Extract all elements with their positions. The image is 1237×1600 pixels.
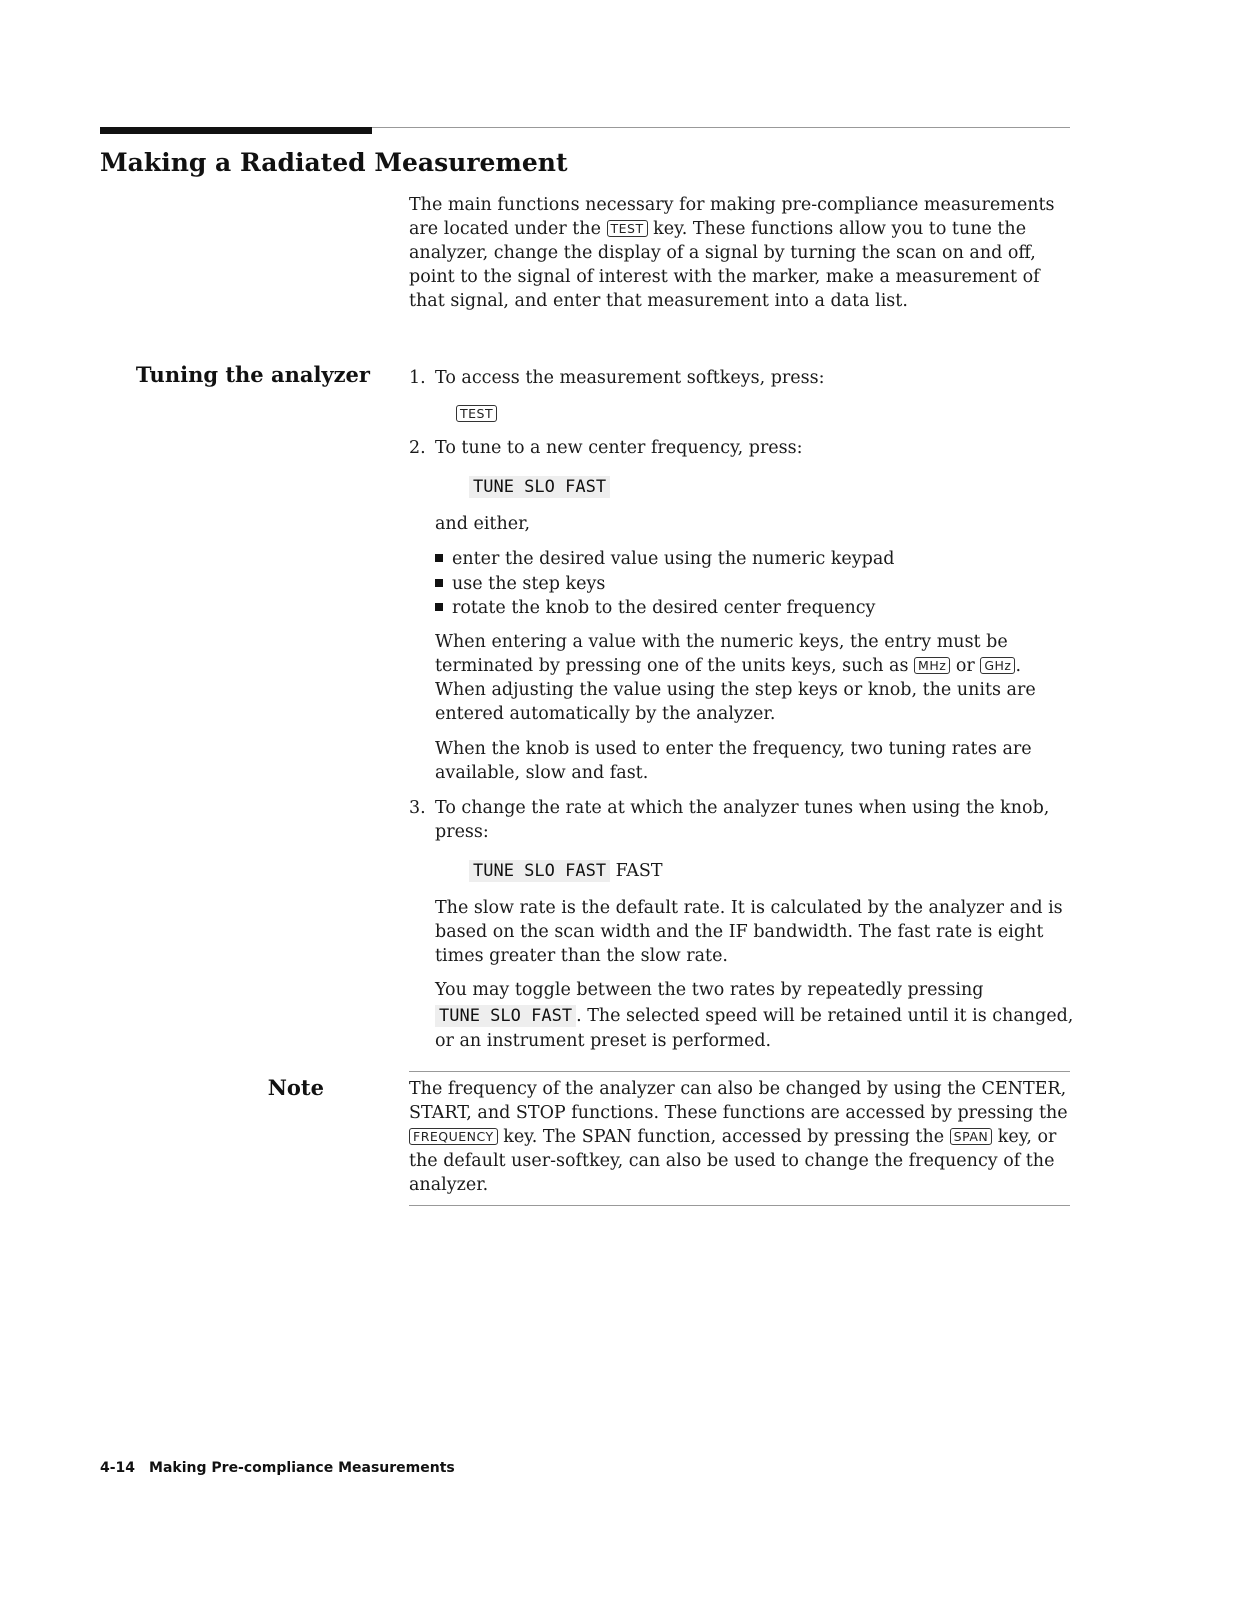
frequency-key: FREQUENCY (409, 1128, 498, 1145)
note-paragraph: The frequency of the analyzer can also be changed by using the CENTER, START, and STOP functions. These functions are accessed by pressing the FREQUENCY key. The SPAN function, accessed by pressing the SPAN key, or the default user-softkey, can also be used to change the frequency of the analyzer. (409, 1079, 1068, 1195)
step-3-text: To change the rate at which the analyzer tunes when using the knob, press: (435, 798, 1050, 842)
note-top-rule (409, 1071, 1070, 1072)
chapter-title: Making Pre-compliance Measurements (149, 1460, 455, 1476)
step-1-number: 1. (409, 368, 426, 388)
list-item: use the step keys (435, 572, 895, 597)
list-item: enter the desired value using the numeric keypad (435, 547, 895, 572)
step-3-softkey-line: TUNE SLO FAST FAST (469, 859, 663, 883)
step-3-number: 3. (409, 798, 426, 818)
mhz-key: MHz (914, 657, 950, 674)
ghz-key: GHz (980, 657, 1015, 674)
intro-paragraph: The main functions necessary for making pre-compliance measurements are located under the TEST key. These functions allow you to tune the analyzer, change the display of a signal by turning the scan on and off, point to the signal of interest with the marker, make a measurement of that signal, and enter that measurement into a data list. (409, 195, 1055, 311)
rate-explanation-paragraph: The slow rate is the default rate. It is calculated by the analyzer and is based on the scan width and the IF bandwidth. The fast rate is eight times greater than the slow rate. (435, 898, 1063, 966)
step-1-text: To access the measurement softkeys, press: (435, 368, 825, 388)
tune-slo-fast-softkey: TUNE SLO FAST (469, 476, 610, 498)
header-rule-thick (100, 127, 372, 134)
step-2-number: 2. (409, 438, 426, 458)
tune-slo-fast-softkey: TUNE SLO FAST (435, 1005, 576, 1027)
page-footer (100, 1460, 455, 1476)
step-2-text: To tune to a new center frequency, press: (435, 438, 803, 458)
step-1-test-key: TEST (456, 405, 497, 422)
bullet-square (435, 554, 443, 562)
bullet-square (435, 579, 443, 587)
tune-slo-fast-softkey: TUNE SLO FAST (469, 860, 610, 882)
test-key: TEST (607, 220, 648, 237)
list-item: rotate the knob to the desired center frequency (435, 596, 895, 621)
and-either-text: and either, (435, 514, 531, 534)
span-key: SPAN (950, 1128, 993, 1145)
note-heading: Note (267, 1075, 324, 1100)
knob-rates-paragraph: When the knob is used to enter the frequency, two tuning rates are available, slow and fast. (435, 739, 1032, 783)
page-number: 4-14 (100, 1460, 136, 1476)
section-heading: Tuning the analyzer (135, 362, 370, 387)
tuning-options-list (435, 547, 895, 621)
note-bottom-rule (409, 1205, 1070, 1206)
header-rule-thin (372, 127, 1070, 128)
units-paragraph: When entering a value with the numeric keys, the entry must be terminated by pressing one of the units keys, such as MHz or GHz . When adjusting the value using the step keys or knob, the units are entered automatically by the analyzer. (435, 632, 1036, 724)
bullet-square (435, 603, 443, 611)
toggle-paragraph: You may toggle between the two rates by repeatedly pressing TUNE SLO FAST . The selected speed will be retained until it is changed, or an instrument preset is performed. (435, 980, 1074, 1051)
page-title: Making a Radiated Measurement (100, 148, 568, 177)
